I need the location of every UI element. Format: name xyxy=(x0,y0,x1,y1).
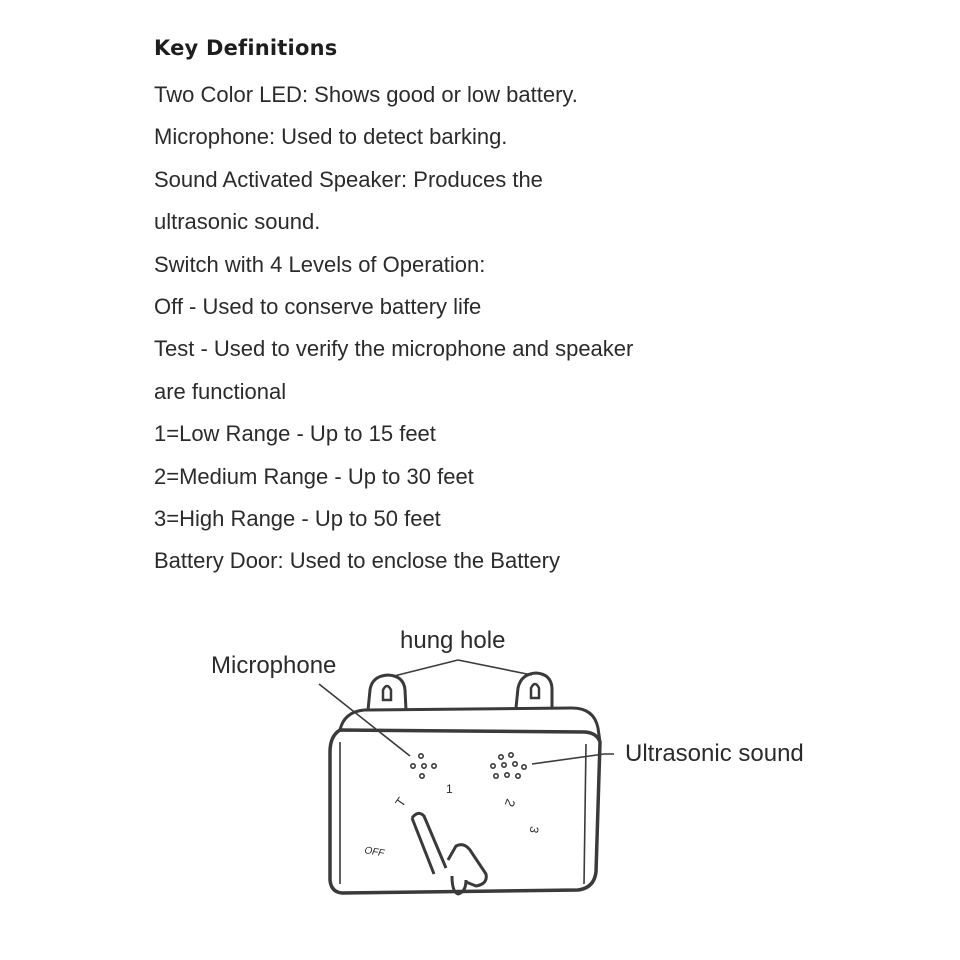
label-ultrasonic-sound: Ultrasonic sound xyxy=(625,740,804,767)
dial-mark-off: OFF xyxy=(363,845,386,860)
label-microphone: Microphone xyxy=(211,652,337,679)
definition-line: Test - Used to verify the microphone and speaker xyxy=(154,336,634,362)
definition-line: Switch with 4 Levels of Operation: xyxy=(154,251,486,277)
leader-ultrasonic xyxy=(532,754,614,764)
definition-line: are functional xyxy=(154,378,287,404)
device-inner-edge xyxy=(340,742,586,884)
definition-line: Off - Used to conserve battery life xyxy=(154,293,482,319)
definition-line: Two Color LED: Shows good or low battery. xyxy=(154,82,578,107)
device-top-edge xyxy=(340,708,600,742)
label-hung-hole: hung hole xyxy=(400,627,506,654)
dial-mark-test: T xyxy=(392,794,410,810)
microphone-holes-icon xyxy=(411,754,436,778)
right-hung-hole-icon xyxy=(516,673,552,708)
device-body xyxy=(330,730,600,893)
definition-line: 1=Low Range - Up to 15 feet xyxy=(154,421,436,447)
definition-line: 2=Medium Range - Up to 30 feet xyxy=(154,463,474,489)
left-hung-hole-icon xyxy=(368,675,406,710)
device-diagram xyxy=(0,600,960,940)
speaker-holes-icon xyxy=(491,753,526,778)
definitions-list xyxy=(154,74,633,583)
definition-line: Battery Door: Used to enclose the Battery xyxy=(154,548,560,574)
page-heading: Key Definitions xyxy=(154,36,338,60)
dial-mark-2: 2 xyxy=(501,796,519,809)
definition-line: ultrasonic sound. xyxy=(154,209,321,235)
dial-mark-3: 3 xyxy=(526,825,542,835)
switch-lever xyxy=(412,813,486,894)
leader-hung-hole-left xyxy=(394,660,458,676)
dial-mark-1: 1 xyxy=(446,782,453,796)
definition-line: 3=High Range - Up to 50 feet xyxy=(154,505,441,531)
leader-hung-hole-right xyxy=(458,660,532,675)
definition-line: Sound Activated Speaker: Produces the xyxy=(154,166,543,192)
definition-line: Microphone: Used to detect barking. xyxy=(154,124,508,150)
leader-microphone xyxy=(319,684,410,756)
